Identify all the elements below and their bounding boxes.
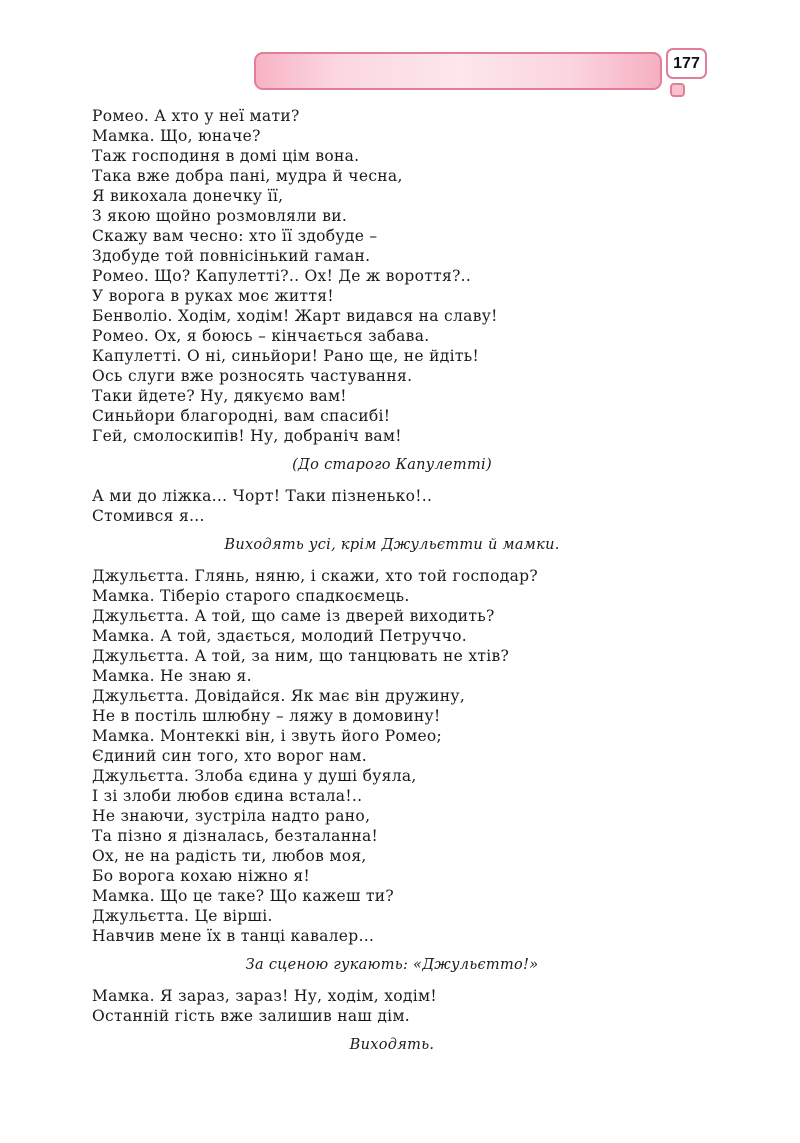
text-line: Ось слуги вже розносять частування. — [92, 367, 413, 385]
text-line: Джульєтта. Злоба єдина у душі буяла, — [92, 767, 417, 785]
text-line: Та пізно я дізналась, безталанна! — [92, 827, 379, 845]
stage-direction: (До старого Капулетті) — [292, 457, 492, 473]
text-line: Така вже добра пані, мудра й чесна, — [92, 167, 403, 185]
text-line: Мамка. Я зараз, зараз! Ну, ходім, ходім! — [92, 987, 437, 1005]
dialogue-block — [92, 986, 652, 1026]
text-line: Джульєтта. Це вірші. — [92, 907, 273, 925]
text-line: Капулетті. О ні, синьйори! Рано ще, не йдіть! — [92, 347, 479, 365]
text-line: У ворога в руках моє життя! — [92, 287, 334, 305]
text-line: Мамка. Що, юначе? — [92, 127, 261, 145]
page-number: 177 — [666, 48, 707, 79]
stage-direction: Виходять усі, крім Джульєтти й мамки. — [224, 537, 560, 553]
text-line: Гей, смолоскипів! Ну, добраніч вам! — [92, 427, 402, 445]
text-line: Ромео. Ох, я боюсь – кінчається забава. — [92, 327, 430, 345]
text-line: Ромео. Що? Капулетті?.. Ох! Де ж вороття?.. — [92, 267, 472, 285]
text-line: Мамка. Що це таке? Що кажеш ти? — [92, 887, 395, 905]
text-line: Я викохала донечку її, — [92, 187, 284, 205]
text-line: Не знаючи, зустріла надто рано, — [92, 807, 371, 825]
text-line: Джульєтта. А той, за ним, що танцювать не хтів? — [92, 647, 510, 665]
stage-direction: Виходять. — [349, 1037, 435, 1053]
text-line: Не в постіль шлюбну – ляжу в домовину! — [92, 707, 441, 725]
text-line: Ох, не на радість ти, любов моя, — [92, 847, 367, 865]
text-line: Навчив мене їх в танці кавалер… — [92, 927, 375, 945]
text-line: І зі злоби любов єдина встала!.. — [92, 787, 363, 805]
text-line: Здобуде той повнісінький гаман. — [92, 247, 371, 265]
text-line: Синьйори благородні, вам спасибі! — [92, 407, 391, 425]
text-line: Джульєтта. А той, що саме із дверей виходить? — [92, 607, 495, 625]
text-line: Мамка. Тіберіо старого спадкоємець. — [92, 587, 410, 605]
text-line: Скажу вам чесно: хто її здобуде – — [92, 227, 378, 245]
stage-direction: За сценою гукають: «Джульєтто!» — [245, 957, 539, 973]
text-line: Мамка. А той, здається, молодий Петруччо. — [92, 627, 468, 645]
text-line: Бенволіо. Ходім, ходім! Жарт видався на славу! — [92, 307, 498, 325]
page-number-tab — [670, 83, 685, 97]
header-decorative-bar — [254, 52, 662, 90]
dialogue-block — [92, 486, 652, 526]
text-line: Єдиний син того, хто ворог нам. — [92, 747, 367, 765]
text-line: Джульєтта. Глянь, няню, і скажи, хто той господар? — [92, 567, 538, 585]
text-line: З якою щойно розмовляли ви. — [92, 207, 348, 225]
text-line: Ромео. А хто у неї мати? — [92, 107, 300, 125]
text-line: Джульєтта. Довідайся. Як має він дружину, — [92, 687, 466, 705]
dialogue-block — [92, 566, 652, 946]
text-line: Таки йдете? Ну, дякуємо вам! — [92, 387, 347, 405]
dialogue-block — [92, 106, 652, 446]
text-line: А ми до ліжка… Чорт! Таки пізненько!.. — [92, 487, 433, 505]
text-line: Мамка. Монтеккі він, і звуть його Ромео; — [92, 727, 443, 745]
play-text — [92, 106, 652, 1066]
text-line: Останній гість вже залишив наш дім. — [92, 1007, 411, 1025]
text-line: Стомився я… — [92, 507, 205, 525]
text-line: Таж господиня в домі цім вона. — [92, 147, 360, 165]
text-line: Мамка. Не знаю я. — [92, 667, 252, 685]
text-line: Бо ворога кохаю ніжно я! — [92, 867, 311, 885]
